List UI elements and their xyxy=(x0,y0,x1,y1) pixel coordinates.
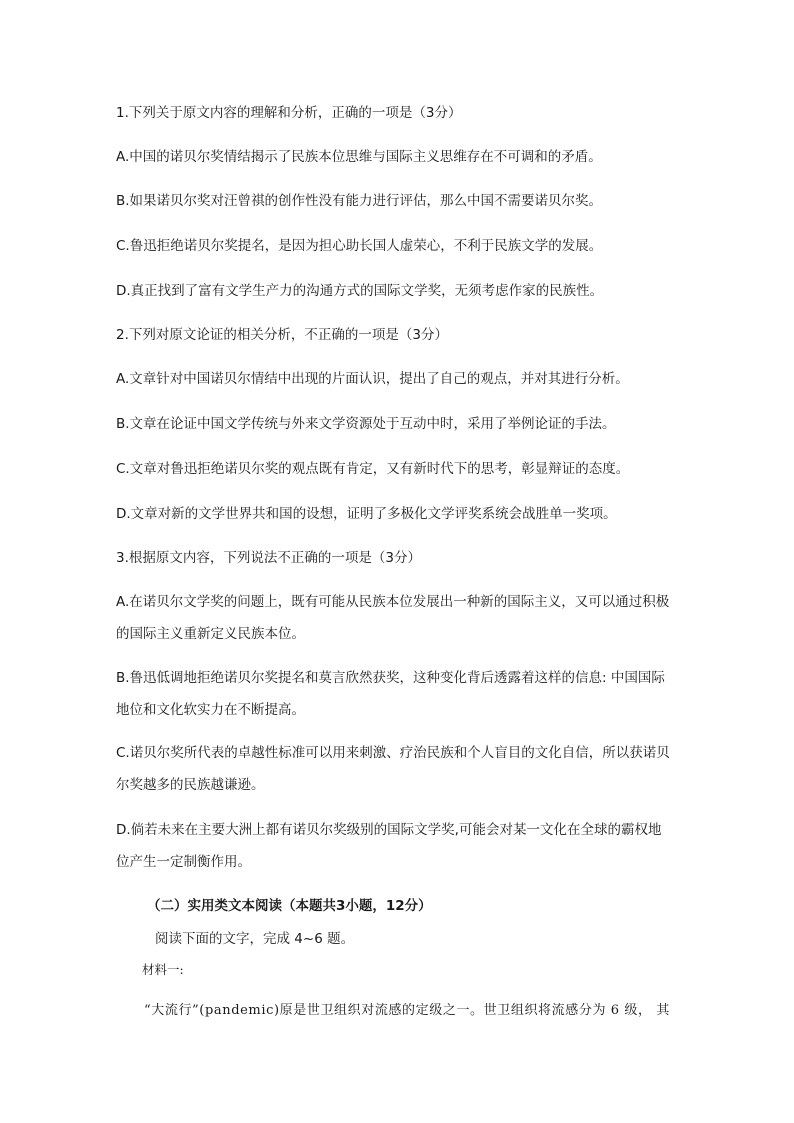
question-3-option-b-line-1: B.鲁迅低调地拒绝诺贝尔奖提名和莫言欣然获奖，这种变化背后透露着这样的信息: 中国国际 xyxy=(116,670,665,686)
question-3-option-a-line-2: 的国际主义重新定义民族本位。 xyxy=(116,626,305,642)
question-1-stem: 1.下列关于原文内容的理解和分析，正确的一项是（3分） xyxy=(116,105,462,121)
question-3-option-c-line-1: C.诺贝尔奖所代表的卓越性标准可以用来刺激、疗治民族和个人盲目的文化自信，所以获诺贝 xyxy=(116,745,670,761)
question-3-option-d-line-1: D.倘若未来在主要大洲上都有诺贝尔奖级别的国际文学奖,可能会对某一文化在全球的霸权地 xyxy=(116,822,662,838)
question-2-stem: 2.下列对原文论证的相关分析，不正确的一项是（3分） xyxy=(116,327,448,343)
question-2-option-a: A.文章针对中国诺贝尔情结中出现的片面认识，提出了自己的观点，并对其进行分析。 xyxy=(116,371,629,387)
material-label: 材料一: xyxy=(142,962,184,977)
question-2-option-d: D.文章对新的文学世界共和国的设想，证明了多极化文学评奖系统会战胜单一奖项。 xyxy=(116,506,617,522)
question-1-option-b: B.如果诺贝尔奖对汪曾祺的创作性没有能力进行评估，那么中国不需要诺贝尔奖。 xyxy=(116,193,603,209)
question-3-option-c-line-2: 尔奖越多的民族越谦逊。 xyxy=(116,777,265,793)
question-1-option-d: D.真正找到了富有文学生产力的沟通方式的国际文学奖，无须考虑作家的民族性。 xyxy=(116,283,604,299)
question-3-stem: 3.根据原文内容，下列说法不正确的一项是（3分） xyxy=(116,550,421,566)
question-1-option-c: C.鲁迅拒绝诺贝尔奖提名，是因为担心助长国人虚荣心，不利于民族文学的发展。 xyxy=(116,238,603,254)
question-3-option-b-line-2: 地位和文化软实力在不断提高。 xyxy=(116,702,305,718)
question-3-option-d-line-2: 位产生一定制衡作用。 xyxy=(116,854,251,870)
section-title: （二）实用类文本阅读（本题共3小题，12分） xyxy=(147,898,432,914)
question-2-option-c: C.文章对鲁迅拒绝诺贝尔奖的观点既有肯定，又有新时代下的思考，彰显辩证的态度。 xyxy=(116,461,630,477)
section-instruction: 阅读下面的文字，完成 4~6 题。 xyxy=(155,931,355,947)
question-1-option-a: A.中国的诺贝尔奖情结揭示了民族本位思维与国际主义思维存在不可调和的矛盾。 xyxy=(116,149,602,165)
question-2-option-b: B.文章在论证中国文学传统与外来文学资源处于互动中时，采用了举例论证的手法。 xyxy=(116,416,616,432)
question-3-option-a-line-1: A.在诺贝尔文学奖的问题上，既有可能从民族本位发展出一种新的国际主义，又可以通过积极 xyxy=(116,594,670,610)
material-paragraph: “大流行”(pandemic)原是世卫组织对流感的定级之一。世卫组织将流感分为 6 级， 其 xyxy=(144,1003,670,1018)
